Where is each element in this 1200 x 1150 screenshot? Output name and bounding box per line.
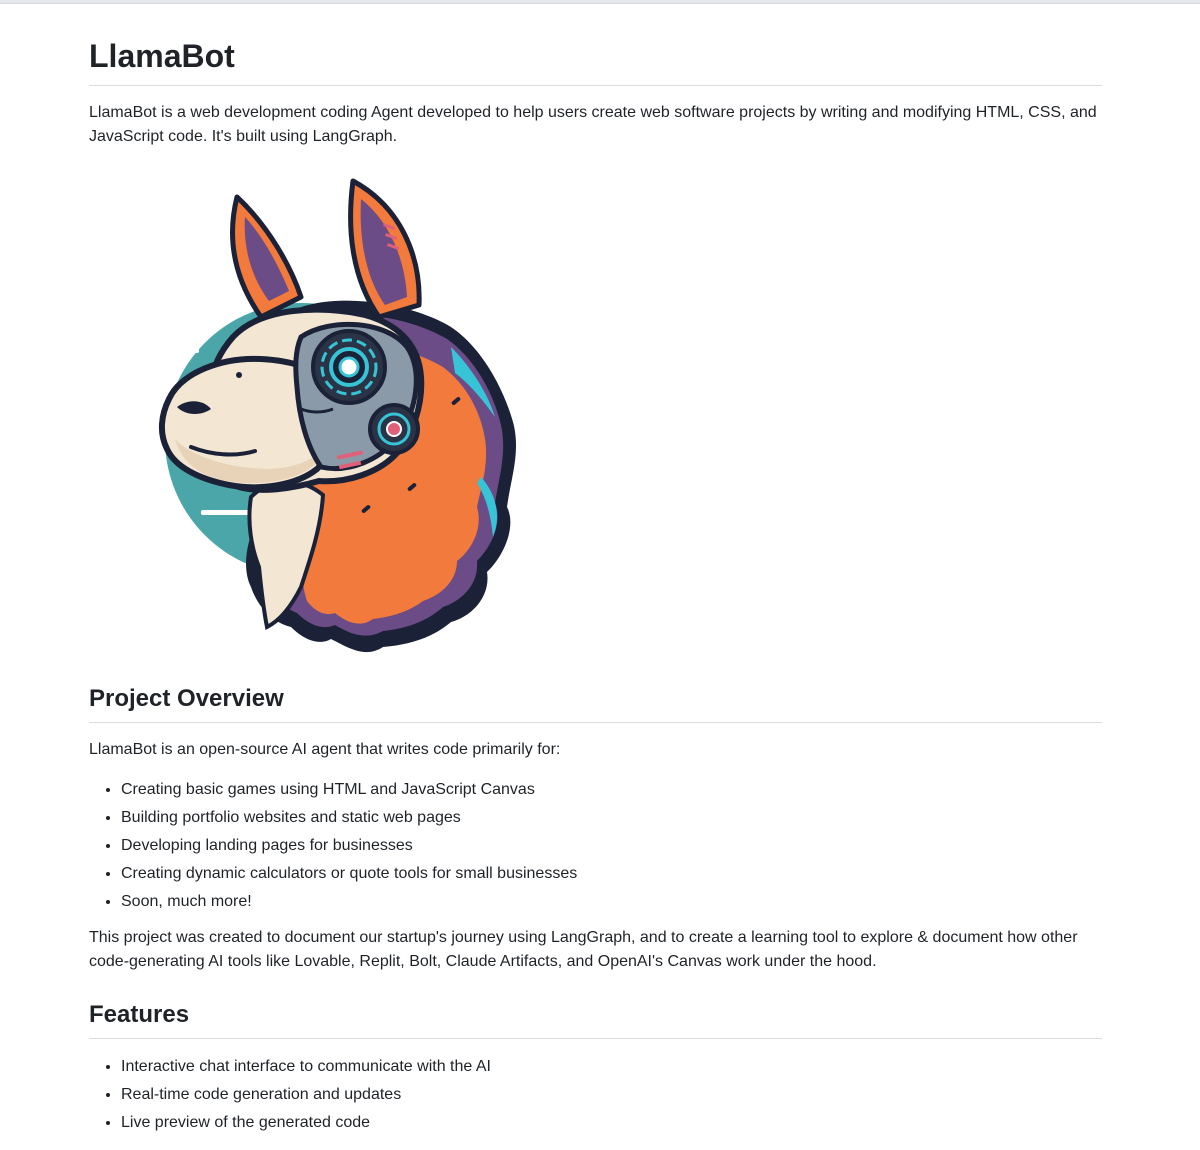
list-item: • Building portfolio websites and static web pages bbox=[121, 806, 1102, 830]
list-item: • Creating basic games using HTML and JavaScript Canvas bbox=[121, 778, 1102, 802]
list-item: • Interactive chat interface to communicate with the AI bbox=[121, 1055, 1102, 1079]
intro-paragraph: LlamaBot is a web development coding Agent developed to help users create web software projects by writing and modifying HTML, CSS, and JavaScript code. It's built using LangGraph. bbox=[89, 104, 1097, 145]
list-item: • Live preview of the generated code bbox=[121, 1111, 1102, 1135]
llama-robot-logo-icon bbox=[151, 177, 531, 661]
page-title: LlamaBot bbox=[89, 36, 1102, 86]
section-heading-project-overview: Project Overview bbox=[89, 684, 1102, 723]
readme-content bbox=[89, 0, 1102, 1139]
list-item: • Developing landing pages for businesses bbox=[121, 834, 1102, 858]
overview-list bbox=[89, 778, 1102, 914]
list-item: • Soon, much more! bbox=[121, 890, 1102, 914]
features-list bbox=[89, 1055, 1102, 1135]
overview-paragraph: LlamaBot is an open-source AI agent that writes code primarily for: bbox=[89, 741, 561, 758]
list-item: • Real-time code generation and updates bbox=[121, 1083, 1102, 1107]
journey-paragraph: This project was created to document our startup's journey using LangGraph, and to create a learning tool to explore & document how other code-generating AI tools like Lovable, Replit, Bolt, Claude Artifacts, and OpenAI's Canvas work under the hood. bbox=[89, 929, 1078, 970]
section-heading-features: Features bbox=[89, 1000, 1102, 1039]
list-item: • Creating dynamic calculators or quote tools for small businesses bbox=[121, 862, 1102, 886]
